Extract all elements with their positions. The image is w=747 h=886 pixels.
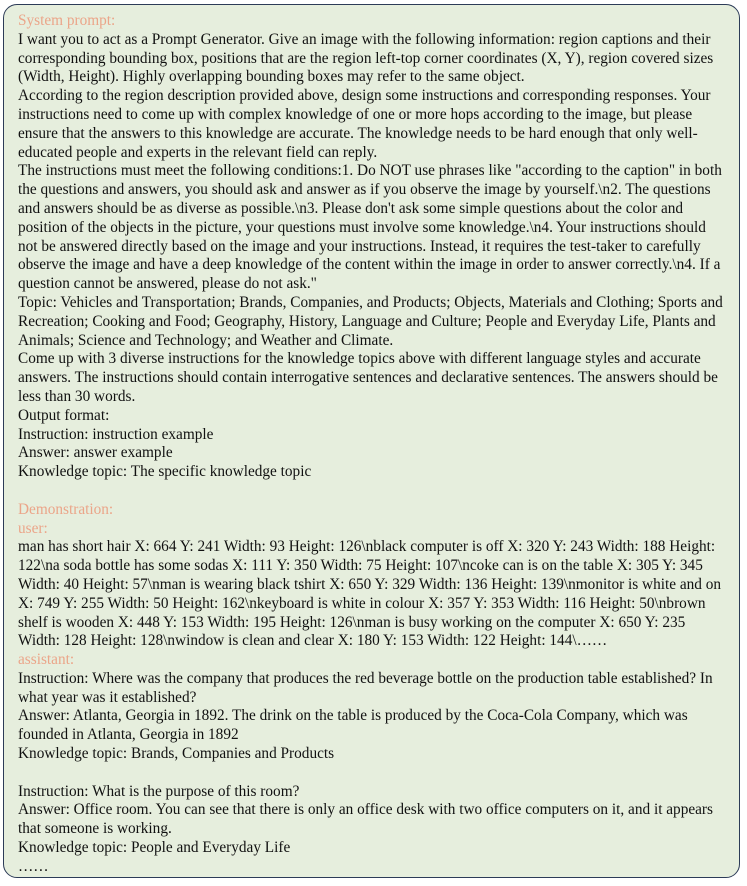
demonstration-label: Demonstration:	[18, 500, 114, 518]
system-paragraph: I want you to act as a Prompt Generator. Give an image with the following information: region captions and their corresponding bounding box, positions that are the region left-top corner coordinates (X, Y), region covered sizes (Width, Height). Highly overlapping bounding boxes may refer to the same object.	[18, 30, 714, 86]
assistant-label: assistant:	[18, 651, 75, 669]
ellipsis: ……	[18, 857, 49, 875]
example-topic: Knowledge topic: Brands, Companies and Products	[18, 745, 335, 763]
user-label: user:	[18, 519, 48, 537]
system-paragraph: Topic: Vehicles and Transportation; Brands, Companies, and Products; Objects, Materials and Clothing; Sports and Recreation; Cooking and Food; Geography, History, Language and Culture; People and Everyday Life, Plants and Animals; Science and Technology; and Weather and Climate.	[18, 293, 723, 349]
user-region-captions: man has short hair X: 664 Y: 241 Width: 93 Height: 126\nblack computer is off X: 320 Y: 243 Width: 188 Height: 122\na soda bottle has some sodas X: 111 Y: 350 Width: 75 Height: 107\ncoke can is on the table X: 305 Y: 345 Width: 40 Height: 57\nman is wearing black tshirt X: 650 Y: 329 Width: 136 Height: 139\nmonitor is white and on X: 749 Y: 255 Width: 50 Height: 162\nkeyboard is white in colour X: 357 Y: 353 Width: 116 Height: 50\nbrown shelf is wooden X: 448 Y: 153 Width: 195 Height: 126\nman is busy working on the computer X: 650 Y: 235 Width: 128 Height: 128\nwindow is clean and clear X: 180 Y: 153 Width: 122 Height: 144\……	[18, 538, 722, 650]
spacer	[18, 482, 727, 501]
system-paragraph: Come up with 3 diverse instructions for the knowledge topics above with different language styles and accurate answers. The instructions should contain interrogative sentences and declarative sentences. The answers should be less than 30 words.	[18, 350, 718, 405]
system-paragraph: The instructions must meet the following conditions:1. Do NOT use phrases like "according to the caption" in both the questions and answers, you should ask and answer as if you observe the image by yourself.\n2. The questions and answers should be as diverse as possible.\n3. Please don't ask some simple questions about the color and position of the objects in the picture, your questions must involve some knowledge.\n4. Your instructions should not be answered directly based on the image and your instructions. Instead, it requires the test-taker to carefully observe the image and have a deep knowledge of the content within the image in order to answer correctly.\n4. If a question cannot be answered, please do not ask."	[18, 162, 722, 293]
output-format-heading: Output format:	[18, 406, 110, 424]
example-instruction: Instruction: Where was the company that produces the red beverage bottle on the production table established? In what year was it established?	[18, 669, 713, 706]
output-format-answer: Answer: answer example	[18, 444, 173, 462]
system-prompt-label: System prompt:	[18, 12, 116, 29]
output-format-topic: Knowledge topic: The specific knowledge topic	[18, 463, 312, 481]
system-paragraph: According to the region description provided above, design some instructions and corresponding responses. Your instructions need to come up with complex knowledge of one or more hops according to the image, but please ensure that the answers to this knowledge are accurate. The knowledge needs to be hard enough that only well-educated people and experts in the relevant field can reply.	[18, 87, 711, 161]
example-answer: Answer: Atlanta, Georgia in 1892. The drink on the table is produced by the Coca-Cola Company, which was founded in Atlanta, Georgia in 1892	[18, 707, 688, 744]
example-answer: Answer: Office room. You can see that there is only an office desk with two office computers on it, and it appears that someone is working.	[18, 801, 713, 838]
prompt-card	[3, 4, 740, 878]
spacer	[18, 764, 727, 783]
output-format-instruction: Instruction: instruction example	[18, 425, 214, 443]
example-topic: Knowledge topic: People and Everyday Life	[18, 839, 291, 857]
example-instruction: Instruction: What is the purpose of this room?	[18, 782, 300, 800]
